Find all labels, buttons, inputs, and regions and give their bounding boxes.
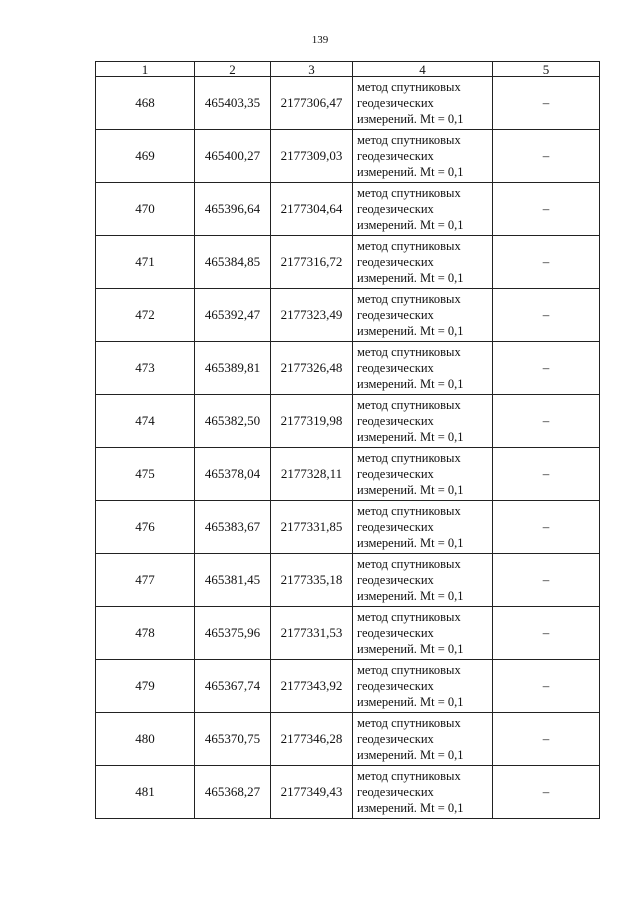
method-line: метод спутниковых bbox=[357, 186, 461, 200]
method-cell bbox=[353, 501, 493, 554]
table-row bbox=[96, 660, 600, 713]
x-coordinate-cell: 465367,74 bbox=[195, 660, 271, 713]
method-cell bbox=[353, 713, 493, 766]
method-cell bbox=[353, 554, 493, 607]
y-coordinate-cell: 2177328,11 bbox=[271, 448, 353, 501]
y-coordinate-cell: 2177343,92 bbox=[271, 660, 353, 713]
note-cell: – bbox=[493, 501, 600, 554]
header-row bbox=[96, 62, 600, 77]
x-coordinate-cell: 465396,64 bbox=[195, 183, 271, 236]
note-cell: – bbox=[493, 554, 600, 607]
note-cell: – bbox=[493, 660, 600, 713]
method-line: геодезических bbox=[357, 573, 434, 587]
method-line: геодезических bbox=[357, 202, 434, 216]
table-row bbox=[96, 713, 600, 766]
coordinates-table bbox=[95, 61, 600, 819]
x-coordinate-cell: 465400,27 bbox=[195, 130, 271, 183]
point-number-cell: 481 bbox=[96, 766, 195, 819]
method-line: измерений. Mt = 0,1 bbox=[357, 801, 464, 815]
method-cell bbox=[353, 660, 493, 713]
y-coordinate-cell: 2177306,47 bbox=[271, 77, 353, 130]
method-cell bbox=[353, 607, 493, 660]
y-coordinate-cell: 2177323,49 bbox=[271, 289, 353, 342]
x-coordinate-cell: 465378,04 bbox=[195, 448, 271, 501]
point-number-cell: 479 bbox=[96, 660, 195, 713]
table-row bbox=[96, 130, 600, 183]
method-line: геодезических bbox=[357, 520, 434, 534]
method-line: геодезических bbox=[357, 308, 434, 322]
x-coordinate-cell: 465375,96 bbox=[195, 607, 271, 660]
method-cell bbox=[353, 289, 493, 342]
method-line: геодезических bbox=[357, 414, 434, 428]
method-line: геодезических bbox=[357, 361, 434, 375]
point-number-cell: 476 bbox=[96, 501, 195, 554]
note-cell: – bbox=[493, 607, 600, 660]
method-line: метод спутниковых bbox=[357, 610, 461, 624]
table-row bbox=[96, 289, 600, 342]
method-line: геодезических bbox=[357, 679, 434, 693]
method-cell bbox=[353, 395, 493, 448]
y-coordinate-cell: 2177335,18 bbox=[271, 554, 353, 607]
method-line: измерений. Mt = 0,1 bbox=[357, 218, 464, 232]
note-cell: – bbox=[493, 448, 600, 501]
method-line: измерений. Mt = 0,1 bbox=[357, 324, 464, 338]
method-cell bbox=[353, 342, 493, 395]
note-cell: – bbox=[493, 395, 600, 448]
column-header-5: 5 bbox=[493, 62, 600, 77]
point-number-cell: 480 bbox=[96, 713, 195, 766]
table-row bbox=[96, 77, 600, 130]
method-line: метод спутниковых bbox=[357, 769, 461, 783]
note-cell: – bbox=[493, 130, 600, 183]
method-line: метод спутниковых bbox=[357, 663, 461, 677]
y-coordinate-cell: 2177331,53 bbox=[271, 607, 353, 660]
note-cell: – bbox=[493, 342, 600, 395]
x-coordinate-cell: 465383,67 bbox=[195, 501, 271, 554]
method-line: измерений. Mt = 0,1 bbox=[357, 271, 464, 285]
method-line: измерений. Mt = 0,1 bbox=[357, 748, 464, 762]
table-body bbox=[96, 77, 600, 819]
table-row bbox=[96, 607, 600, 660]
table-row bbox=[96, 183, 600, 236]
method-line: метод спутниковых bbox=[357, 557, 461, 571]
column-header-2: 2 bbox=[195, 62, 271, 77]
table-row bbox=[96, 554, 600, 607]
method-cell bbox=[353, 448, 493, 501]
y-coordinate-cell: 2177316,72 bbox=[271, 236, 353, 289]
method-line: измерений. Mt = 0,1 bbox=[357, 642, 464, 656]
method-line: метод спутниковых bbox=[357, 133, 461, 147]
column-header-4: 4 bbox=[353, 62, 493, 77]
note-cell: – bbox=[493, 713, 600, 766]
x-coordinate-cell: 465389,81 bbox=[195, 342, 271, 395]
method-line: измерений. Mt = 0,1 bbox=[357, 589, 464, 603]
method-line: измерений. Mt = 0,1 bbox=[357, 430, 464, 444]
table-row bbox=[96, 342, 600, 395]
note-cell: – bbox=[493, 236, 600, 289]
point-number-cell: 468 bbox=[96, 77, 195, 130]
point-number-cell: 472 bbox=[96, 289, 195, 342]
point-number-cell: 475 bbox=[96, 448, 195, 501]
x-coordinate-cell: 465403,35 bbox=[195, 77, 271, 130]
method-line: геодезических bbox=[357, 732, 434, 746]
method-cell bbox=[353, 77, 493, 130]
table-header bbox=[96, 62, 600, 77]
method-cell bbox=[353, 130, 493, 183]
y-coordinate-cell: 2177346,28 bbox=[271, 713, 353, 766]
note-cell: – bbox=[493, 77, 600, 130]
x-coordinate-cell: 465382,50 bbox=[195, 395, 271, 448]
y-coordinate-cell: 2177331,85 bbox=[271, 501, 353, 554]
page-number: 139 bbox=[311, 34, 329, 46]
point-number-cell: 478 bbox=[96, 607, 195, 660]
method-line: измерений. Mt = 0,1 bbox=[357, 483, 464, 497]
point-number-cell: 471 bbox=[96, 236, 195, 289]
table-row bbox=[96, 501, 600, 554]
method-line: измерений. Mt = 0,1 bbox=[357, 695, 464, 709]
method-line: метод спутниковых bbox=[357, 504, 461, 518]
point-number-cell: 477 bbox=[96, 554, 195, 607]
point-number-cell: 470 bbox=[96, 183, 195, 236]
table-row bbox=[96, 766, 600, 819]
method-line: метод спутниковых bbox=[357, 239, 461, 253]
method-line: метод спутниковых bbox=[357, 80, 461, 94]
method-line: измерений. Mt = 0,1 bbox=[357, 377, 464, 391]
note-cell: – bbox=[493, 289, 600, 342]
method-line: метод спутниковых bbox=[357, 345, 461, 359]
note-cell: – bbox=[493, 183, 600, 236]
method-cell bbox=[353, 183, 493, 236]
method-line: измерений. Mt = 0,1 bbox=[357, 536, 464, 550]
column-header-1: 1 bbox=[96, 62, 195, 77]
table-row bbox=[96, 395, 600, 448]
method-line: геодезических bbox=[357, 96, 434, 110]
method-line: метод спутниковых bbox=[357, 292, 461, 306]
method-cell bbox=[353, 236, 493, 289]
point-number-cell: 473 bbox=[96, 342, 195, 395]
method-line: измерений. Mt = 0,1 bbox=[357, 165, 464, 179]
method-line: геодезических bbox=[357, 149, 434, 163]
point-number-cell: 474 bbox=[96, 395, 195, 448]
x-coordinate-cell: 465381,45 bbox=[195, 554, 271, 607]
method-line: геодезических bbox=[357, 626, 434, 640]
x-coordinate-cell: 465384,85 bbox=[195, 236, 271, 289]
x-coordinate-cell: 465392,47 bbox=[195, 289, 271, 342]
method-line: геодезических bbox=[357, 785, 434, 799]
table-row bbox=[96, 448, 600, 501]
method-line: метод спутниковых bbox=[357, 451, 461, 465]
y-coordinate-cell: 2177319,98 bbox=[271, 395, 353, 448]
method-line: геодезических bbox=[357, 255, 434, 269]
point-number-cell: 469 bbox=[96, 130, 195, 183]
y-coordinate-cell: 2177326,48 bbox=[271, 342, 353, 395]
x-coordinate-cell: 465368,27 bbox=[195, 766, 271, 819]
method-line: геодезических bbox=[357, 467, 434, 481]
method-line: метод спутниковых bbox=[357, 716, 461, 730]
column-header-3: 3 bbox=[271, 62, 353, 77]
method-cell bbox=[353, 766, 493, 819]
y-coordinate-cell: 2177309,03 bbox=[271, 130, 353, 183]
table-row bbox=[96, 236, 600, 289]
x-coordinate-cell: 465370,75 bbox=[195, 713, 271, 766]
method-line: метод спутниковых bbox=[357, 398, 461, 412]
y-coordinate-cell: 2177304,64 bbox=[271, 183, 353, 236]
method-line: измерений. Mt = 0,1 bbox=[357, 112, 464, 126]
note-cell: – bbox=[493, 766, 600, 819]
y-coordinate-cell: 2177349,43 bbox=[271, 766, 353, 819]
